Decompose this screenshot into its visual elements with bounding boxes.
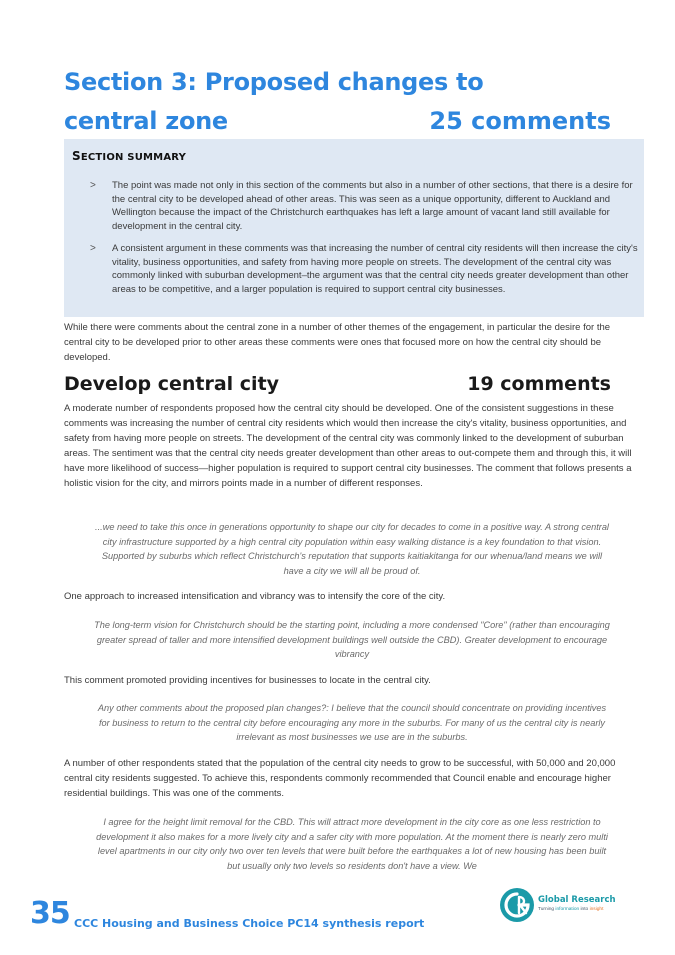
- section-comment-count: 25 comments: [429, 107, 611, 135]
- section-summary-box: [64, 139, 644, 317]
- body-paragraph: This comment promoted providing incentives for businesses to locate in the central city.: [64, 675, 431, 686]
- respondent-quote: The long-term vision for Christchurch should be the starting point, including a more condensed "Core" (rather than encouraging greater spread of taller and more intensified development buildings well outside the CBD). Greater development to encourage vibrancy: [94, 620, 610, 659]
- section-title-line1: Section 3: Proposed changes to: [64, 68, 484, 96]
- summary-heading-rest: ECTION SUMMARY: [80, 152, 187, 163]
- logo-tagline: [538, 907, 603, 912]
- respondent-quote: I agree for the height limit removal for the CBD. This will attract more development in the city core as one less restriction to development it also makes for a more lively city and a safer city with more population. At the moment there is nearly zero multi level apartments in our city only two over ten levels that were built before the earthquakes a lot of new housing has been built but usually only two levels so residents don't have a view. We: [96, 817, 608, 871]
- intro-paragraph: While there were comments about the central zone in a number of other themes of the engagement, in particular the desire for the central city to be developed prior to other areas these comments were ones that focused more on how the central city should be developed.: [64, 322, 611, 363]
- logo-tagline-part: Turning: [538, 907, 556, 912]
- footer-report-title: CCC Housing and Business Choice PC14 synthesis report: [74, 917, 425, 930]
- bullet-marker-icon: >: [90, 243, 96, 254]
- section-title-line2: central zone: [64, 107, 228, 135]
- summary-bullet-text: A consistent argument in these comments was that increasing the number of central city residents will then increase the city's vitality, business opportunities, and safety from having more people on streets. The development of the central city was commonly linked with suburban development–the argument was that the central city needs greater development than other areas to be competitive, and a larger population is required to support central city businesses.: [112, 243, 638, 295]
- page-number: 35: [30, 896, 70, 931]
- section-summary-heading: [72, 149, 186, 163]
- body-paragraph: A moderate number of respondents proposed how the central city should be developed. One of the consistent suggestions in these comments was increasing the number of central city residents which would then increase the city's vitality, business opportunities, and safety from having more people on streets. The development of the central city was commonly linked to the development of suburban areas. The sentiment was that the central city needs greater development than other areas to out-compete them and through this, it will have more likelihood of success—higher population is required to support central city businesses. The comment that follows presents a holistic vision for the city, and mirrors points made in a number of different responses.: [64, 403, 632, 489]
- respondent-quote: Any other comments about the proposed plan changes?: I believe that the council should concentrate on providing incentives for business to return to the central city before encouraging any more in the suburbs. For many of us the central city is nearly irrelevant as most businesses we use are in the suburbs.: [97, 703, 607, 742]
- logo-tagline-part: into: [579, 907, 590, 912]
- body-paragraph: One approach to increased intensification and vibrancy was to intensify the core of the city.: [64, 591, 446, 602]
- summary-heading-initial: S: [72, 149, 81, 163]
- global-research-logo: [498, 886, 648, 926]
- respondent-quote: ...we need to take this once in generations opportunity to shape our city for decades to come in a positive way. A strong central city infrastructure supported by a high central city population within easy walking distance is a key foundation to that vision. Supported by suburbs which reflect Christchurch's reputation that supports kaitiakitanga for our whenua/land means we will have a city we will all be proud of.: [95, 522, 609, 576]
- logo-wordmark: Global Research: [538, 895, 616, 905]
- summary-bullet: [90, 179, 638, 233]
- bullet-marker-icon: >: [90, 180, 96, 191]
- global-research-logo-icon: [498, 886, 536, 924]
- logo-tagline-information: information: [555, 907, 580, 912]
- subsection-comment-count: 19 comments: [467, 373, 611, 395]
- subsection-title: Develop central city: [64, 373, 280, 395]
- logo-tagline-insight: insight: [589, 907, 604, 912]
- summary-bullet-text: The point was made not only in this section of the comments but also in a number of other sections, that there is a desire for the central city to be developed ahead of other areas. This was seen as a unique opportunity, different to Auckland and Wellington because the impact of the Christchurch earthquakes has left a large amount of vacant land still available for development in the central city.: [112, 180, 633, 232]
- summary-bullet: [90, 242, 638, 296]
- body-paragraph: A number of other respondents stated that the population of the central city needs to grow to be successful, with 50,000 and 20,000 central city residents suggested. To achieve this, respondents commonly recommended that Council enable and encourage higher residential buildings. This was one of the comments.: [64, 758, 616, 799]
